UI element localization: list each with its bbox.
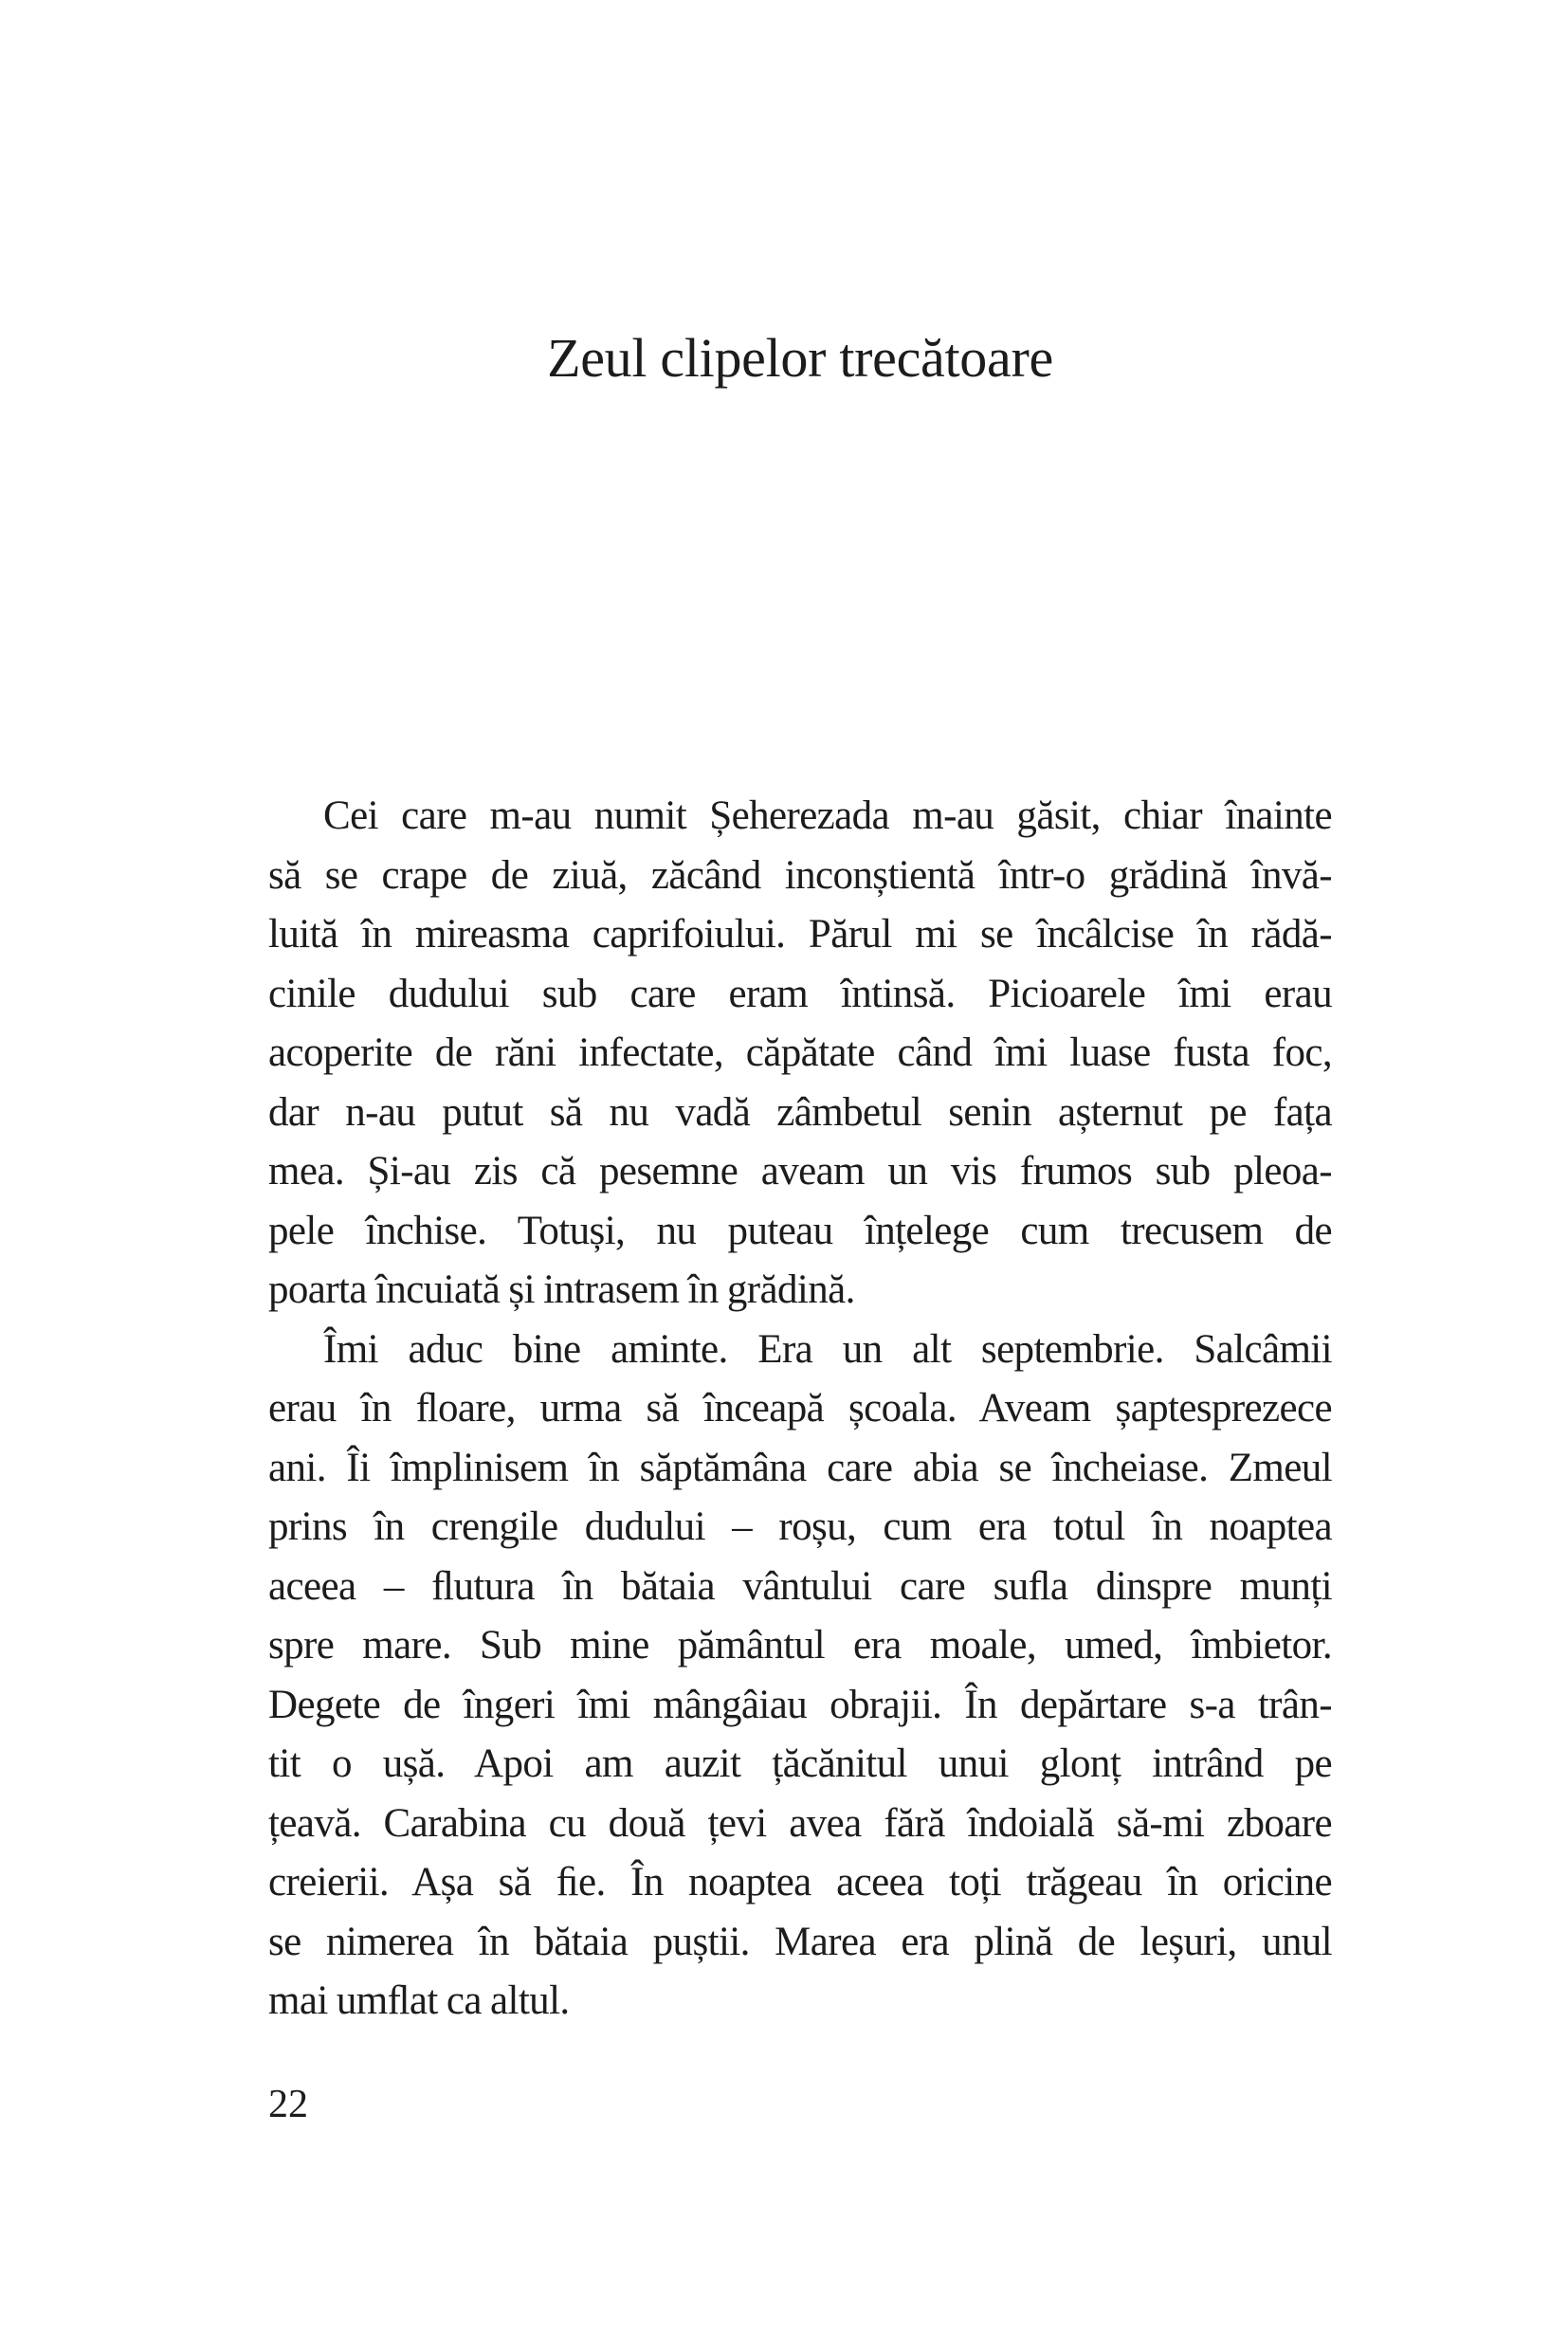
text-line: dar n-au putut să nu vadă zâmbetul senin așternut pe fața: [268, 1089, 1332, 1135]
text-line: pele închise. Totuși, nu puteau înțelege cum trecusem de: [268, 1208, 1332, 1253]
text-line: mai umﬂat ca altul.: [268, 1978, 570, 2023]
text-line: aceea – ﬂutura în bătaia vântului care suﬂa dinspre munți: [268, 1563, 1332, 1609]
text-line: ani. Îi împlinisem în săptămâna care abia se încheiase. Zmeul: [268, 1445, 1332, 1490]
text-line: tit o ușă. Apoi am auzit țăcănitul unui glonț intrând pe: [268, 1741, 1332, 1786]
text-line: luită în mireasma caprifoiului. Părul mi se încâlcise în rădă-: [268, 912, 1332, 957]
text-line: Îmi aduc bine aminte. Era un alt septembrie. Salcâmii: [323, 1326, 1332, 1372]
text-line: Cei care m-au numit Șeherezada m-au găsit, chiar înainte: [323, 793, 1332, 838]
text-line: creierii. Așa să ﬁe. În noaptea aceea toți trăgeau în oricine: [268, 1860, 1332, 1904]
text-line: cinile dudului sub care eram întinsă. Picioarele îmi erau: [268, 971, 1332, 1016]
text-line: Degete de îngeri îmi mângâiau obrajii. În depărtare s-a trân-: [268, 1682, 1332, 1727]
paragraph: [268, 1321, 1332, 2032]
text-line: acoperite de răni infectate, căpătate când îmi luase fusta foc,: [268, 1030, 1332, 1075]
chapter-title: Zeul clipelor trecătoare: [547, 327, 1053, 389]
chapter-body: [268, 787, 1332, 2032]
text-line: spre mare. Sub mine pământul era moale, umed, îmbietor.: [268, 1623, 1332, 1668]
text-line: se nimerea în bătaia puștii. Marea era plină de leșuri, unul: [268, 1919, 1332, 1964]
text-line: mea. Și-au zis că pesemne aveam un vis frumos sub pleoa-: [268, 1149, 1332, 1194]
text-line: erau în ﬂoare, urma să înceapă școala. Aveam șaptesprezece: [268, 1386, 1332, 1431]
text-line: să se crape de ziuă, zăcând inconștientă într-o grădină învă-: [268, 852, 1332, 898]
paragraph: [268, 787, 1332, 1321]
text-line: prins în crengile dudului – roșu, cum era totul în noaptea: [268, 1504, 1332, 1549]
text-line: poarta încuiată și intrasem în grădină.: [268, 1267, 855, 1312]
page-number: 22: [268, 2083, 308, 2126]
text-line: țeavă. Carabina cu două țevi avea fără îndoială să-mi zboare: [268, 1800, 1332, 1846]
